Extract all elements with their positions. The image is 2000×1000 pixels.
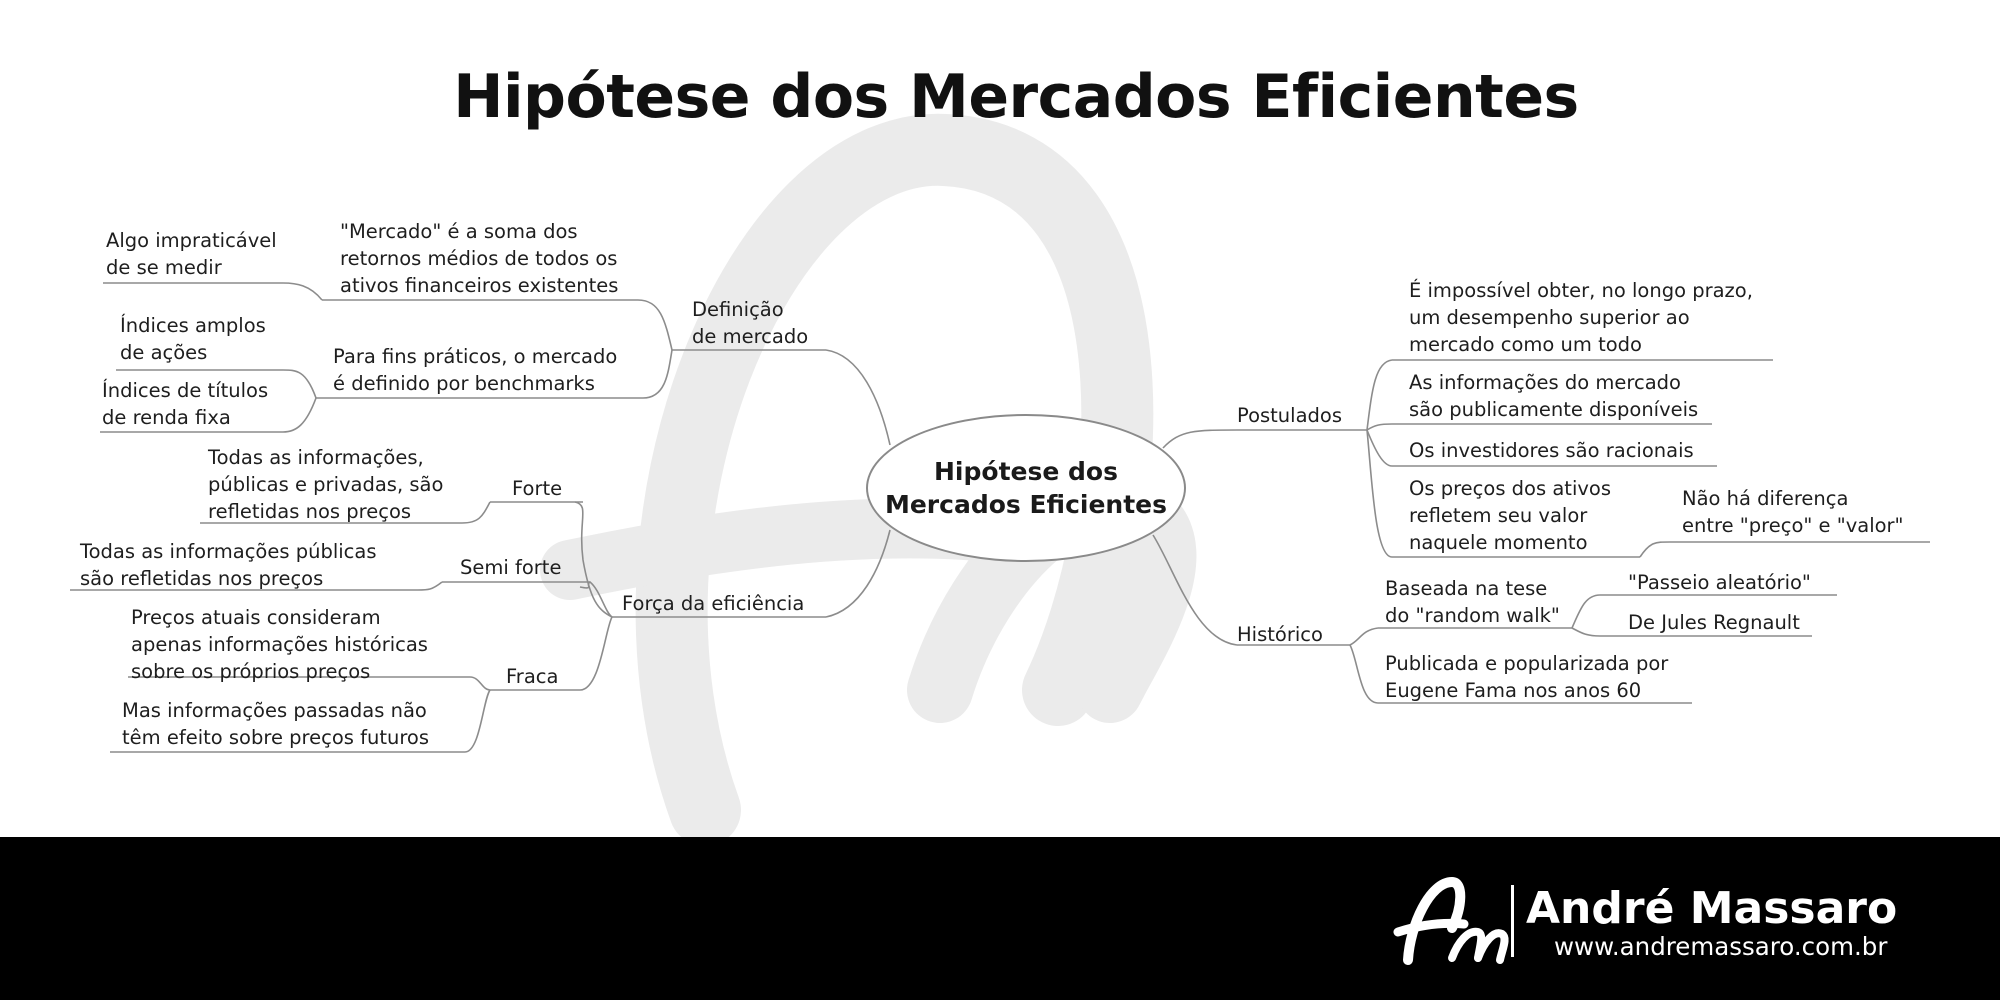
node-impraticavel: Algo impraticável de se medir <box>106 229 277 279</box>
central-node-label: Hipótese dos Mercados Eficientes <box>884 457 1168 519</box>
node-fraca-desc-2: Mas informações passadas não têm efeito sobre preços futuros <box>122 699 430 749</box>
node-eugene-fama: Publicada e popularizada por Eugene Fama nos anos 60 <box>1385 652 1669 702</box>
node-forca-eficiencia: Força da eficiência <box>622 592 805 615</box>
node-passeio-aleatorio: "Passeio aleatório" <box>1628 571 1811 594</box>
node-preco-valor: Não há diferença entre "preço" e "valor" <box>1682 487 1904 537</box>
am-logo-icon <box>1390 870 1520 970</box>
node-random-walk: Baseada na tese do "random walk" <box>1385 577 1560 627</box>
node-postulado-1: É impossível obter, no longo prazo, um desempenho superior ao mercado como um todo <box>1409 279 1753 356</box>
node-mercado-soma: "Mercado" é a soma dos retornos médios de todos os ativos financeiros existentes <box>340 220 619 297</box>
node-semi-forte-desc: Todas as informações públicas são refletidas nos preços <box>80 540 377 590</box>
central-node <box>866 414 1186 562</box>
node-forte: Forte <box>512 477 563 500</box>
node-fraca-desc-1: Preços atuais consideram apenas informações históricas sobre os próprios preços <box>131 606 428 683</box>
node-jules-regnault: De Jules Regnault <box>1628 611 1800 634</box>
node-historico: Histórico <box>1237 623 1323 646</box>
node-indices-acoes: Índices amplos de ações <box>120 314 266 364</box>
node-fraca: Fraca <box>506 665 559 688</box>
node-forte-desc: Todas as informações, públicas e privadas, são refletidas nos preços <box>208 446 444 523</box>
node-postulado-3: Os investidores são racionais <box>1409 439 1694 462</box>
node-definicao-mercado: Definição de mercado <box>692 298 809 348</box>
node-benchmarks: Para fins práticos, o mercado é definido por benchmarks <box>333 345 618 395</box>
node-semi-forte: Semi forte <box>460 556 562 579</box>
page-title: Hipótese dos Mercados Eficientes <box>453 62 1579 132</box>
footer-divider <box>1511 885 1514 957</box>
brand-name: André Massaro <box>1526 883 1898 934</box>
node-indices-renda-fixa: Índices de títulos de renda fixa <box>102 379 269 429</box>
node-postulado-2: As informações do mercado são publicamente disponíveis <box>1409 371 1699 421</box>
brand-url: www.andremassaro.com.br <box>1554 932 1888 961</box>
node-postulado-4: Os preços dos ativos refletem seu valor naquele momento <box>1409 477 1611 554</box>
node-postulados: Postulados <box>1237 404 1342 427</box>
